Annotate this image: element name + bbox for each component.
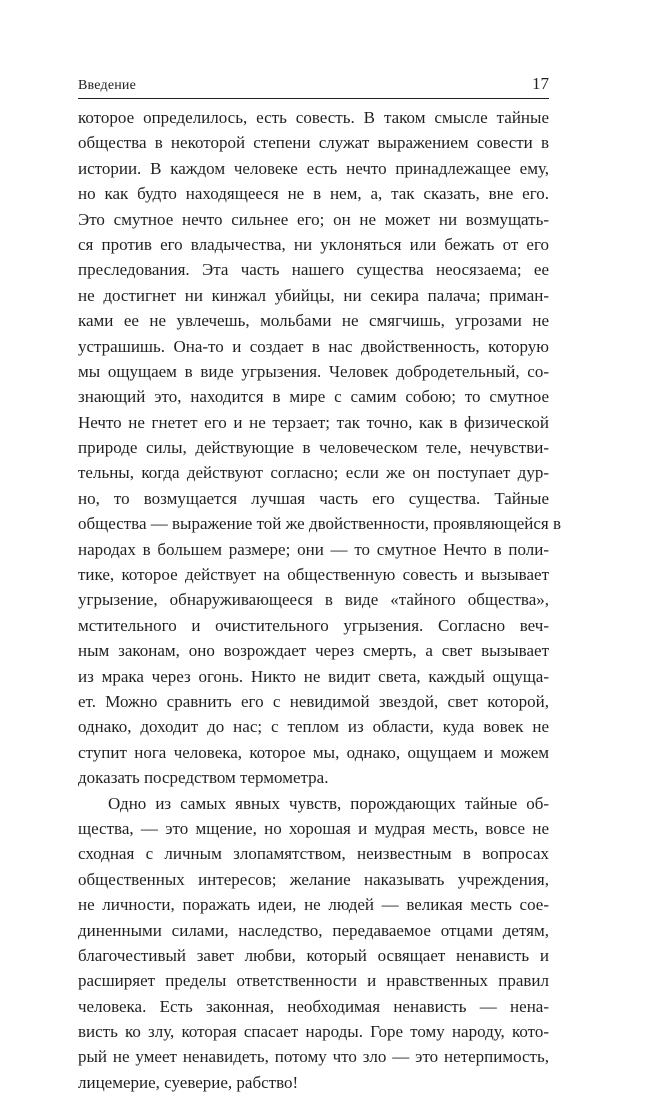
text-line: расширяет пределы ответственности и нравственных правил (78, 971, 549, 991)
text-line: Нечто не гнетет его и не терзает; так точно, как в физической (78, 412, 549, 432)
text-line: ным законам, оно возрождает через смерть, а свет вызывает (78, 641, 549, 661)
text-line: ками ее не увлечешь, мольбами не смягчишь, угрозами не (78, 311, 549, 331)
text-line: диненными силами, наследство, передаваемое отцами детям, (78, 920, 549, 940)
body-text (78, 105, 562, 1095)
text-line: однако, доходит до нас; с теплом из области, куда вовек не (78, 717, 549, 737)
text-line: сходная с личным злопамятством, неизвестным в вопросах (78, 844, 549, 864)
text-line: природе силы, действующие в человеческом теле, нечувстви- (78, 438, 549, 458)
paragraph (78, 791, 549, 1095)
text-line: щества, — это мщение, но хорошая и мудрая месть, вовсе не (78, 818, 549, 838)
text-line: знающий это, находится в мире с самим собою; то смутное (78, 387, 549, 407)
text-line: доказать посредством термометра. (78, 768, 329, 788)
text-line: Это смутное нечто сильнее его; он не может ни возмущать- (78, 209, 549, 229)
section-title: Введение (78, 78, 137, 93)
text-line: ет. Можно сравнить его с невидимой звездой, свет которой, (78, 691, 549, 711)
text-line: ся против его владычества, ни уклоняться или бежать от его (78, 234, 549, 254)
text-line: из мрака через огонь. Никто не видит света, каждый ощуща- (78, 666, 549, 686)
text-line: рый не умеет ненавидеть, потому что зло — это нетерпимость, (78, 1047, 549, 1067)
text-line: не достигнет ни кинжал убийцы, ни секира палача; приман- (78, 285, 549, 305)
text-line: но как будто находящееся не в нем, а, так сказать, вне его. (78, 184, 549, 204)
text-line: Одно из самых явных чувств, порождающих тайные об- (108, 793, 549, 813)
page-number: 17 (532, 74, 549, 93)
text-line: мстительного и очистительного угрызения. Согласно веч- (78, 615, 549, 635)
text-line: не личности, поражать идеи, не людей — великая месть сое- (78, 895, 549, 915)
text-line: общественных интересов; желание наказывать учреждения, (78, 869, 549, 889)
text-line: тельны, когда действуют согласно; если же он поступает дур- (78, 463, 549, 483)
text-line: но, то возмущается лучшая часть его существа. Тайные (78, 488, 549, 508)
text-line: лицемерие, суеверие, рабство! (78, 1072, 299, 1092)
text-line: истории. В каждом человеке есть нечто принадлежащее ему, (78, 158, 549, 178)
text-line: преследования. Эта часть нашего существа неосязаема; ее (78, 260, 549, 280)
text-line: устрашишь. Она-то и создает в нас двойственность, которую (78, 336, 549, 356)
text-line: которое определилось, есть совесть. В таком смысле тайные (78, 108, 549, 127)
text-line: угрызение, обнаруживающееся в виде «тайного общества», (78, 590, 549, 610)
text-line: висть ко злу, которая спасает народы. Горе тому народу, кото- (78, 1022, 549, 1042)
text-line: человека. Есть законная, необходимая ненависть — нена- (78, 996, 549, 1016)
text-line: общества — выражение той же двойственности, проявляющейся в (78, 514, 562, 534)
running-header (78, 72, 549, 99)
text-line: благочестивый завет любви, который освящает ненависть и (78, 945, 549, 965)
text-line: тике, которое действует на общественную совесть и вызывает (78, 565, 549, 585)
text-line: народах в большем размере; они — то смутное Нечто в поли- (78, 539, 549, 559)
text-line: ступит нога человека, которое мы, однако, ощущаем и можем (78, 742, 549, 762)
text-line: мы ощущаем в виде угрызения. Человек добродетельный, со- (78, 361, 549, 381)
paragraph (78, 105, 562, 791)
text-line: общества в некоторой степени служат выражением совести в (78, 133, 549, 153)
